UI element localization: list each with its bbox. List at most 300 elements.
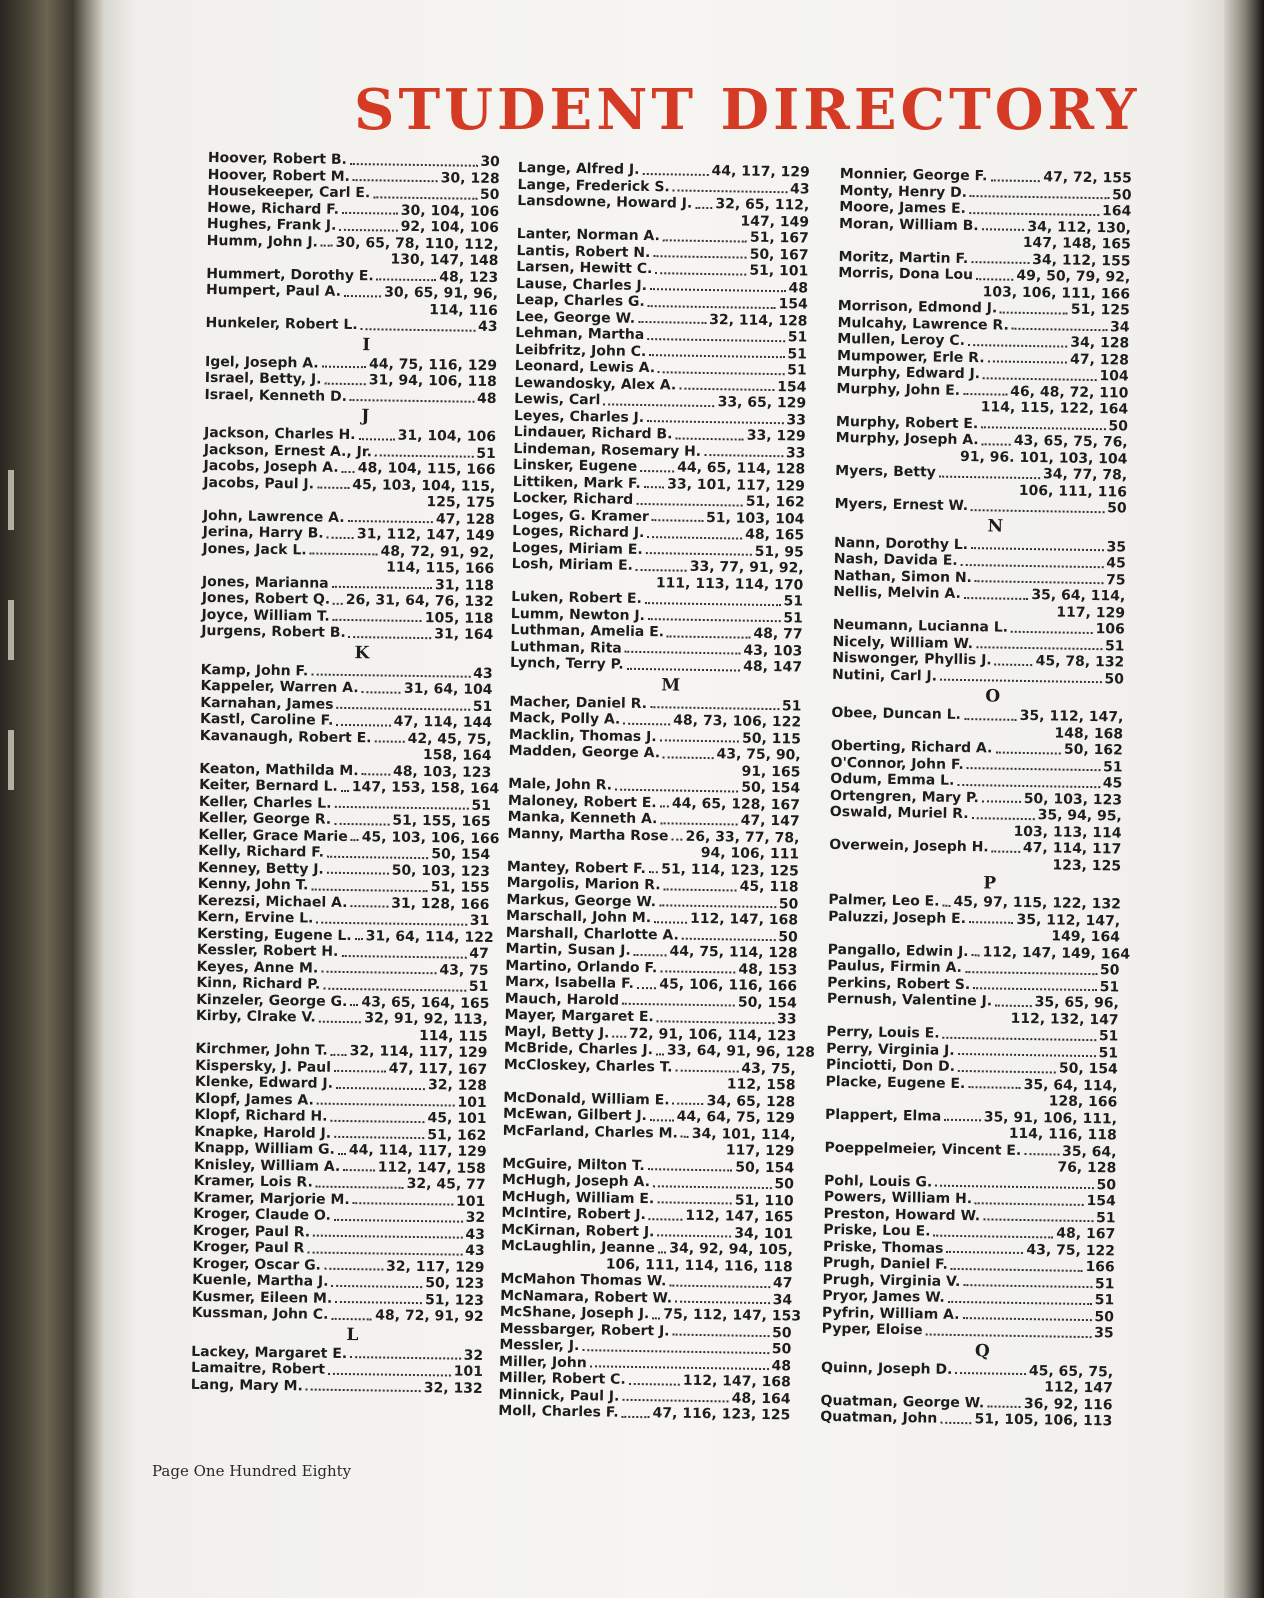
- dot-leader: [955, 1369, 1026, 1375]
- dot-leader: [306, 1385, 421, 1392]
- dot-leader: [353, 176, 438, 182]
- dot-leader: [660, 802, 669, 807]
- dot-leader: [963, 390, 1007, 396]
- dot-leader: [652, 516, 703, 522]
- page-numbers: 31, 94, 106, 118: [368, 372, 497, 391]
- student-name: Monty, Henry D.: [839, 182, 968, 201]
- page-numbers: 51: [783, 609, 803, 627]
- student-name: Obee, Duncan L.: [831, 704, 962, 723]
- section-letter: P: [983, 873, 997, 894]
- student-name: Kroger, Paul R.: [192, 1222, 311, 1241]
- section-letter: I: [362, 334, 371, 355]
- page-numbers: 50, 103, 123: [391, 862, 491, 880]
- page-numbers: 33, 129: [746, 427, 806, 445]
- dot-leader: [339, 225, 397, 231]
- student-name: Mayl, Betty J.: [504, 1023, 610, 1042]
- student-name: Lang, Mary M.: [190, 1376, 303, 1394]
- dot-leader: [319, 1017, 362, 1023]
- student-name: Lantis, Robert N.: [516, 242, 651, 261]
- page-numbers: 51, 155: [430, 879, 490, 897]
- page-numbers: 51, 155, 165: [392, 812, 491, 831]
- student-name: Priske, Lou E.: [823, 1221, 931, 1240]
- dot-leader: [667, 632, 750, 638]
- page-numbers: 51: [1095, 1209, 1116, 1226]
- student-name: Losh, Miriam E.: [511, 555, 634, 574]
- page-numbers: 35, 91, 106, 111,: [983, 1108, 1118, 1127]
- page-numbers: 48, 147: [743, 658, 803, 676]
- dot-leader: [645, 599, 781, 606]
- page-numbers: 112, 147, 149, 164: [982, 943, 1131, 963]
- page-numbers: 32: [465, 1209, 486, 1226]
- page-numbers: 33: [786, 411, 807, 429]
- student-name: Loges, Miriam E.: [511, 539, 643, 558]
- student-name: McIntire, Robert J.: [501, 1204, 646, 1224]
- student-name: Pyper, Eloise: [821, 1320, 923, 1339]
- dot-leader: [968, 341, 1067, 348]
- page-numbers: 32, 128: [427, 1077, 488, 1094]
- page-numbers: 48: [476, 390, 497, 407]
- dot-leader: [1000, 308, 1068, 314]
- student-name: Kersting, Eugene L.: [196, 925, 352, 944]
- student-name: McBride, Charles J.: [503, 1039, 654, 1059]
- page-numbers-continued: 117, 129: [725, 1142, 795, 1160]
- page-numbers: 32, 114, 128: [709, 311, 808, 330]
- dot-leader: [649, 351, 784, 358]
- dot-leader: [1011, 627, 1093, 633]
- page-numbers: 30, 65, 78, 110, 112,: [335, 234, 499, 253]
- page-numbers-continued: 91, 165: [741, 763, 801, 781]
- page-numbers: 44, 75, 116, 129: [368, 355, 498, 374]
- section-letter: Q: [974, 1340, 990, 1361]
- page-footer: Page One Hundred Eighty: [152, 1462, 352, 1480]
- dot-leader: [334, 1067, 386, 1073]
- student-name: Nann, Dorothy L.: [833, 534, 969, 553]
- page-numbers: 43, 65, 75, 76,: [1013, 432, 1128, 451]
- page-numbers: 48, 104, 115, 166: [357, 460, 496, 479]
- page-numbers: 44, 114, 117, 129: [348, 1142, 487, 1160]
- student-name: Kramer, Marjorie M.: [193, 1189, 350, 1208]
- student-name: Leap, Charles G.: [515, 291, 645, 311]
- student-name: Israel, Kenneth D.: [204, 386, 348, 405]
- student-name: McShane, Joseph J.: [499, 1303, 650, 1323]
- dot-leader: [995, 1001, 1032, 1007]
- student-name: Ortengren, Mary P.: [829, 787, 980, 806]
- page-numbers-continued: 123, 125: [1052, 856, 1122, 874]
- page-numbers: 43: [465, 1226, 485, 1243]
- dot-leader: [636, 565, 687, 571]
- student-name: Martino, Orlando F.: [505, 957, 658, 976]
- page-numbers-continued: 149, 164: [1051, 928, 1121, 946]
- page-numbers: 45, 103, 104, 115,: [352, 476, 496, 495]
- dot-leader: [335, 1298, 422, 1304]
- dot-leader: [675, 434, 743, 440]
- page-numbers: 43: [789, 180, 810, 198]
- dot-leader: [622, 1000, 735, 1007]
- dot-leader: [317, 484, 349, 489]
- page-numbers: 35, 64,: [1061, 1143, 1117, 1160]
- dot-leader: [981, 423, 1105, 430]
- section-letter: O: [985, 686, 1001, 707]
- dot-leader: [982, 440, 1011, 445]
- section-letter: J: [361, 406, 370, 427]
- page-numbers: 31: [469, 912, 490, 930]
- student-name: Lee, George W.: [515, 308, 636, 327]
- dot-leader: [671, 835, 682, 840]
- student-name: Keiter, Bernard L.: [199, 776, 338, 795]
- student-name: Larsen, Hewitt C.: [516, 258, 653, 278]
- student-name: Myers, Ernest W.: [834, 495, 969, 515]
- page-numbers: 33: [776, 1011, 797, 1028]
- dot-leader: [975, 577, 1103, 584]
- student-name: Lause, Charles J.: [515, 275, 648, 294]
- student-name: Murphy, Robert E.: [835, 413, 979, 432]
- dot-leader: [323, 984, 466, 991]
- dot-leader: [344, 291, 381, 297]
- page-numbers: 36, 92, 116: [1023, 1395, 1113, 1413]
- student-name: Loges, Richard J.: [512, 522, 645, 542]
- student-name: Miller, John: [499, 1353, 587, 1371]
- student-name: McNamara, Robert W.: [500, 1287, 673, 1307]
- dot-leader: [660, 819, 737, 825]
- directory-entry: [191, 1376, 483, 1397]
- student-name: McCloskey, Charles T.: [503, 1056, 673, 1076]
- dot-leader: [636, 499, 743, 506]
- dot-leader: [649, 868, 658, 873]
- student-name: Kinzeler, George G.: [196, 991, 348, 1010]
- page-numbers: 30, 104, 106: [400, 202, 500, 220]
- dot-leader: [652, 1314, 660, 1319]
- dot-leader: [334, 803, 468, 810]
- dot-leader: [362, 770, 390, 775]
- student-name: Hummert, Dorothy E.: [206, 265, 374, 284]
- dot-leader: [642, 169, 708, 175]
- dot-leader: [1012, 325, 1107, 331]
- dot-leader: [942, 901, 950, 906]
- dot-leader: [327, 533, 354, 538]
- student-name: Kamp, John F.: [200, 661, 309, 679]
- page-numbers-continued: 114, 116: [429, 301, 498, 319]
- dot-leader: [307, 1248, 462, 1255]
- page-numbers: 42, 45, 75,: [407, 730, 492, 748]
- student-name: Karnahan, James: [200, 694, 334, 713]
- binding-stripe: [8, 730, 14, 790]
- student-name: Luthman, Rita: [510, 638, 622, 657]
- page-numbers: 26, 31, 64, 76, 132: [345, 591, 494, 611]
- student-name: Joyce, William T.: [201, 606, 330, 625]
- dot-leader: [964, 593, 1029, 599]
- page-numbers: 47, 116, 123, 125: [652, 1405, 791, 1424]
- page-numbers: 50: [1096, 1176, 1117, 1193]
- dot-leader: [331, 1314, 372, 1320]
- dot-leader: [971, 544, 1104, 551]
- dot-leader: [311, 670, 470, 677]
- student-name: Humpert, Paul A.: [205, 281, 342, 300]
- dot-leader: [646, 549, 752, 556]
- page-numbers: 32: [463, 1347, 484, 1364]
- student-name: Kussman, John C.: [191, 1304, 329, 1323]
- dot-leader: [658, 368, 784, 375]
- page-numbers: 44, 64, 75, 129: [676, 1108, 796, 1127]
- dot-leader: [350, 159, 478, 166]
- dot-leader: [1024, 1150, 1059, 1156]
- dot-leader: [582, 1346, 769, 1354]
- dot-leader: [704, 451, 783, 457]
- page-numbers: 75: [1105, 571, 1126, 589]
- page-numbers-continued: 112, 158: [726, 1076, 796, 1094]
- page-numbers: 35, 64, 114,: [1023, 1076, 1118, 1094]
- student-name: Pernush, Valentine J.: [826, 990, 993, 1010]
- student-name: McGuire, Milton T.: [502, 1155, 645, 1174]
- student-name: Mulcahy, Lawrence R.: [837, 314, 1009, 334]
- page-numbers: 35: [1094, 1325, 1114, 1342]
- student-name: Pinciotti, Don D.: [825, 1056, 956, 1075]
- dot-leader: [663, 753, 714, 759]
- student-name: Kenney, Betty J.: [197, 859, 324, 878]
- student-name: McFarland, Charles M.: [502, 1122, 678, 1142]
- page-numbers: 43, 75,: [741, 1060, 796, 1077]
- page-numbers: 48, 73, 106, 122: [673, 712, 802, 731]
- student-name: Marschall, John M.: [505, 907, 652, 927]
- dot-leader: [660, 736, 740, 742]
- student-name: Murphy, Edward J.: [836, 363, 981, 383]
- dot-leader: [334, 819, 389, 825]
- page-numbers: 48: [771, 1357, 792, 1374]
- page-numbers: 50, 167: [749, 246, 809, 264]
- student-name: Hunkeler, Robert L.: [205, 314, 358, 334]
- dot-leader: [944, 1116, 981, 1122]
- dot-leader: [625, 648, 741, 655]
- page-numbers: 51: [1098, 1028, 1119, 1045]
- dot-leader: [316, 1182, 404, 1188]
- student-name: Mantey, Robert F.: [506, 858, 646, 877]
- student-name: Moll, Charles F.: [498, 1402, 619, 1421]
- page-numbers: 51, 105, 106, 113: [974, 1411, 1113, 1430]
- dot-leader: [334, 1215, 463, 1222]
- dot-leader: [659, 901, 776, 908]
- student-name: Neumann, Lucianna L.: [832, 616, 1009, 636]
- page-numbers: 50: [1111, 186, 1132, 204]
- page-numbers: 50, 154: [1058, 1060, 1118, 1078]
- student-name: Kirby, Clrake V.: [195, 1007, 316, 1026]
- page-numbers: 50, 154: [737, 994, 797, 1011]
- dot-leader: [948, 1297, 1092, 1304]
- page-numbers: 51: [787, 362, 807, 379]
- page-numbers: 50, 154: [431, 846, 491, 864]
- student-name: Loges, G. Kramer: [512, 506, 649, 525]
- student-name: Keller, Grace Marie: [198, 826, 348, 845]
- student-name: Kusmer, Eileen M.: [191, 1288, 333, 1307]
- page-numbers-continued: 125, 175: [426, 494, 496, 512]
- student-name: John, Lawrence A.: [202, 507, 345, 526]
- page-numbers-continued: 106, 111, 114, 116, 118: [605, 1256, 793, 1275]
- page-numbers: 30, 128: [440, 169, 500, 187]
- dot-leader: [336, 720, 390, 726]
- dot-leader: [664, 885, 737, 891]
- dot-leader: [951, 1264, 1083, 1271]
- page-numbers: 45, 97, 115, 122, 132: [953, 893, 1122, 913]
- page-numbers: 51: [787, 345, 808, 363]
- student-name: Miller, Robert C.: [498, 1369, 626, 1388]
- dot-leader: [940, 1418, 971, 1423]
- page-numbers: 50: [1099, 962, 1120, 979]
- dot-leader: [361, 325, 476, 332]
- dot-leader: [317, 1100, 455, 1107]
- dot-leader: [657, 1017, 774, 1024]
- page-numbers: 43, 75: [439, 961, 489, 979]
- page-numbers: 101: [456, 1193, 486, 1210]
- page-numbers: 45: [1106, 555, 1126, 572]
- page-numbers: 101: [457, 1094, 487, 1111]
- student-name: Lumm, Newton J.: [510, 605, 646, 624]
- dot-leader: [342, 209, 398, 215]
- dot-leader: [657, 1231, 731, 1237]
- dot-leader: [647, 417, 783, 424]
- student-name: Manny, Martha Rose: [507, 825, 669, 844]
- page-numbers: 31, 118: [434, 576, 495, 594]
- student-name: Poeppelmeier, Vincent E.: [824, 1139, 1022, 1159]
- page-numbers: 50: [778, 928, 798, 945]
- student-name: Jacobs, Paul J.: [203, 474, 315, 493]
- page-numbers-continued: 114, 115, 166: [386, 559, 495, 578]
- student-name: Martin, Susan J.: [505, 940, 631, 959]
- student-name: Klenke, Edward J.: [194, 1073, 334, 1092]
- dot-leader: [967, 764, 1100, 771]
- dot-leader: [976, 643, 1102, 650]
- student-name: Linsker, Eugene: [513, 456, 638, 475]
- dot-leader: [975, 1199, 1084, 1206]
- page-numbers: 48, 164: [731, 1390, 791, 1407]
- student-name: Powers, William H.: [823, 1188, 973, 1208]
- dot-leader: [348, 517, 433, 523]
- page-numbers-continued: 147, 148, 165: [1022, 234, 1131, 253]
- student-name: Murphy, Joseph A.: [835, 429, 979, 449]
- dot-leader: [653, 1182, 772, 1189]
- dot-leader: [332, 583, 432, 589]
- student-name: Prugh, Daniel F.: [822, 1254, 949, 1273]
- dot-leader: [681, 1133, 689, 1138]
- student-name: Pangallo, Edwin J.: [827, 941, 969, 960]
- student-name: Jones, Marianna: [201, 573, 329, 592]
- dot-leader: [622, 1412, 650, 1417]
- student-name: Klopf, Richard H.: [194, 1106, 328, 1125]
- student-name: Madden, George A.: [508, 742, 661, 762]
- page-numbers: 48, 165: [745, 526, 805, 544]
- directory-column-1: [191, 150, 500, 1397]
- page-numbers: 43: [473, 665, 493, 682]
- page-numbers: 44, 117, 129: [711, 163, 810, 181]
- page-numbers: 48, 167: [1056, 1225, 1116, 1243]
- student-name: McLaughlin, Jeanne: [500, 1237, 655, 1257]
- dot-leader: [647, 335, 785, 342]
- page-numbers: 51, 95: [754, 543, 805, 561]
- dot-leader: [649, 1215, 683, 1221]
- dot-leader: [351, 836, 359, 841]
- student-name: Morris, Dona Lou: [838, 264, 974, 284]
- page-numbers: 50: [771, 1341, 792, 1358]
- student-name: Quatman, John: [820, 1408, 938, 1427]
- page-numbers: 51: [1094, 1275, 1115, 1292]
- dot-leader: [963, 1281, 1092, 1288]
- student-name: Mumpower, Erle R.: [836, 347, 985, 366]
- dot-leader: [330, 1116, 424, 1122]
- dot-leader: [374, 737, 404, 742]
- dot-leader: [615, 785, 738, 792]
- directory-entry: [498, 1403, 790, 1424]
- page-numbers: 50: [774, 1176, 795, 1193]
- student-name: Kastl, Caroline F.: [199, 710, 334, 729]
- page-numbers: 166: [1085, 1258, 1115, 1276]
- student-name: Male, John R.: [508, 775, 613, 794]
- student-name: Kenny, John T.: [197, 875, 309, 894]
- student-name: Knapke, Harold J.: [194, 1123, 332, 1142]
- page-numbers: 50: [1107, 500, 1127, 517]
- dot-leader: [976, 275, 1014, 281]
- page-numbers: 112, 147, 168: [682, 1372, 791, 1391]
- dot-leader: [637, 983, 657, 988]
- student-name: McEwan, Gilbert J.: [502, 1105, 648, 1125]
- dot-leader: [653, 252, 746, 258]
- dot-leader: [982, 225, 1025, 231]
- student-name: Kroger, Claude O.: [193, 1205, 331, 1224]
- page-numbers: 51: [468, 978, 489, 995]
- dot-leader: [675, 1298, 770, 1304]
- page-numbers: 154: [1086, 1193, 1116, 1210]
- page-numbers: 50: [778, 895, 799, 912]
- page-numbers: 26, 33, 77, 78,: [685, 828, 800, 847]
- student-name: Keller, George R.: [198, 809, 332, 828]
- student-name: Kirchmer, John T.: [195, 1040, 328, 1059]
- page-numbers: 48, 153: [738, 961, 798, 978]
- page-numbers: 50: [1104, 670, 1125, 688]
- dot-leader: [983, 374, 1097, 381]
- page-numbers-continued: 94, 106, 111: [700, 844, 800, 863]
- student-name: Lange, Alfred J.: [517, 160, 640, 178]
- dot-leader: [962, 1314, 1091, 1321]
- student-name: Jerina, Harry B.: [202, 523, 324, 542]
- dot-leader: [973, 984, 1097, 991]
- page-numbers: 50, 103, 123: [1023, 790, 1123, 809]
- dot-leader: [982, 797, 1021, 803]
- student-name: Moritz, Martin F.: [838, 248, 969, 267]
- dot-leader: [672, 1331, 769, 1338]
- dot-leader: [965, 968, 1097, 975]
- page-numbers: 47, 128: [1069, 351, 1130, 369]
- dot-leader: [658, 1248, 667, 1253]
- dot-leader: [669, 1281, 770, 1288]
- page-numbers: 31, 64, 114, 122: [365, 927, 494, 946]
- dot-leader: [612, 1033, 626, 1038]
- page-numbers: 34, 101: [734, 1225, 794, 1242]
- dot-leader: [350, 396, 474, 403]
- page-numbers: 35, 94, 95,: [1037, 807, 1122, 825]
- page-numbers: 48, 123: [439, 268, 499, 286]
- page-numbers: 47, 72, 155: [1043, 169, 1132, 187]
- page-numbers: 51: [1099, 978, 1120, 995]
- page-numbers: 31, 64, 104: [403, 680, 493, 699]
- student-name: Lackey, Margaret E.: [191, 1343, 348, 1362]
- dot-leader: [331, 1281, 422, 1287]
- student-name: Kramer, Lois R.: [193, 1172, 313, 1191]
- page-numbers: 32, 132: [423, 1379, 483, 1397]
- page-numbers: 43, 75, 90,: [716, 746, 801, 764]
- page-numbers: 33, 64, 91, 96, 128: [666, 1042, 816, 1061]
- student-name: Hoover, Robert M.: [207, 166, 351, 185]
- student-name: Leibfritz, John C.: [514, 341, 647, 360]
- page-numbers: 50, 162: [1063, 741, 1123, 759]
- page-numbers: 51, 167: [749, 229, 809, 247]
- student-name: Markus, George W.: [506, 891, 657, 910]
- student-name: Lindeman, Rosemary H.: [513, 440, 702, 460]
